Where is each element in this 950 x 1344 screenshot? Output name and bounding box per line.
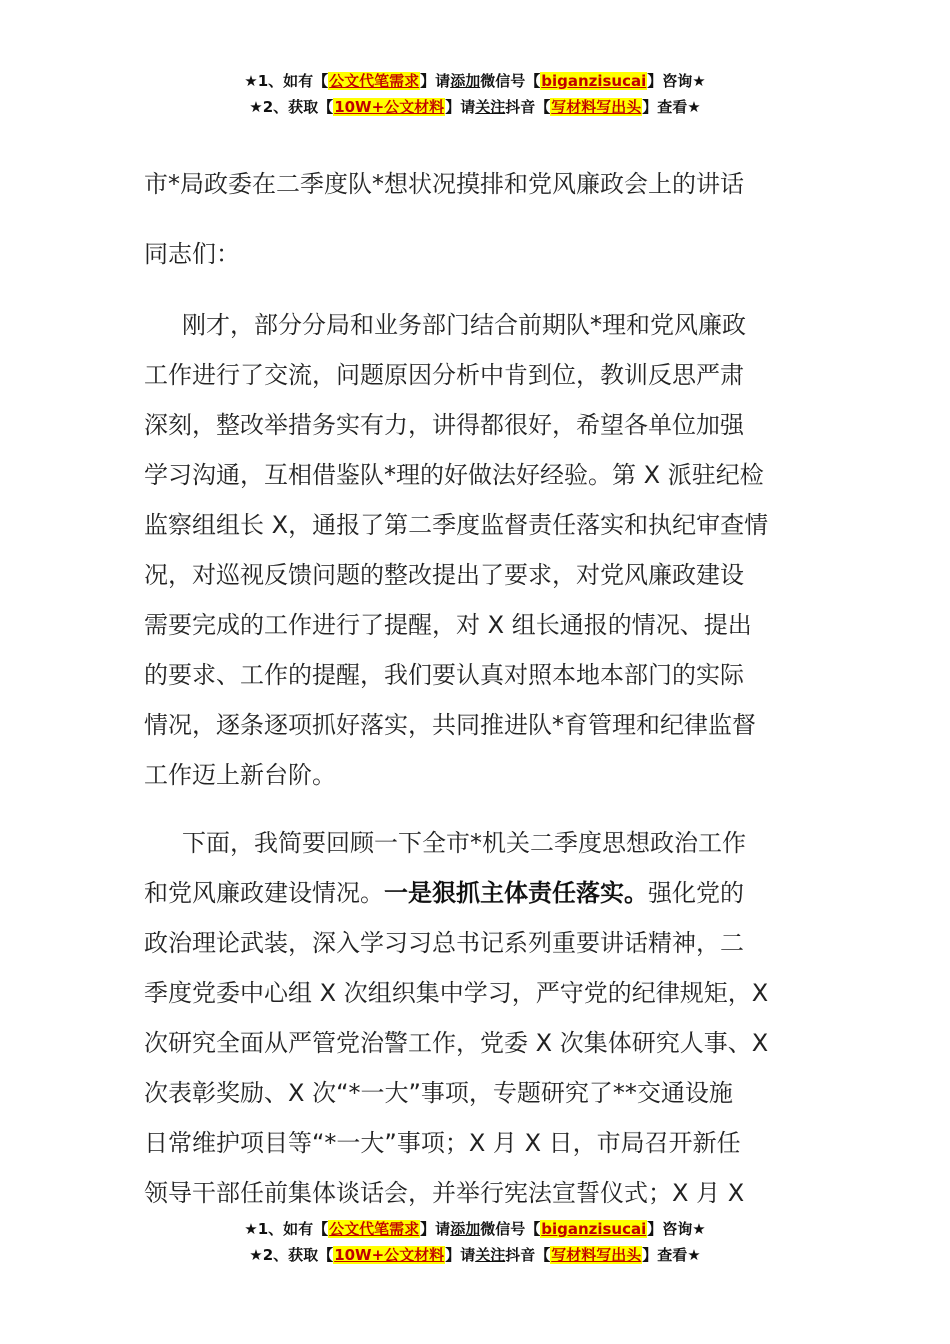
text-line: 日常维护项目等“*一大”事项；X 月 X 日，市局召开新任 xyxy=(144,1129,741,1157)
banner-highlight: 公文代笔需求 xyxy=(329,72,420,90)
banner-line-1: ★1、如有【公文代笔需求】请添加微信号【biganzisucai】咨询★ xyxy=(244,72,706,90)
banner-line-2: ★2、获取【10W+公文材料】请关注抖音【写材料写出头】查看★ xyxy=(249,98,701,116)
text-line: 需要完成的工作进行了提醒，对 X 组长通报的情况、提出 xyxy=(144,611,752,639)
text-line: 领导干部任前集体谈话会，并举行宪法宣誓仪式；X 月 X xyxy=(144,1179,745,1207)
banner-wechat-id: biganzisucai xyxy=(541,1220,647,1238)
text-line: 工作迈上新台阶。 xyxy=(144,761,336,789)
banner-highlight: 10W+公文材料 xyxy=(334,1246,445,1264)
banner-douyin-id: 写材料写出头 xyxy=(551,98,642,116)
paragraph-2 xyxy=(144,818,808,1218)
text-line: 季度党委中心组 X 次组织集中学习，严守党的纪律规矩，X xyxy=(144,979,769,1007)
banner-highlight: 10W+公文材料 xyxy=(334,98,445,116)
salutation: 同志们： xyxy=(144,240,240,268)
paragraph-1 xyxy=(144,300,808,800)
banner-highlight: 公文代笔需求 xyxy=(329,1220,420,1238)
text-line: 监察组组长 X，通报了第二季度监督责任落实和执纪审查情 xyxy=(144,511,769,539)
text-line: 次研究全面从严管党治警工作，党委 X 次集体研究人事、X xyxy=(144,1029,769,1057)
document-title: 市*局政委在二季度队*想状况摸排和党风廉政会上的讲话 xyxy=(144,170,744,198)
text-line: 工作进行了交流，问题原因分析中肯到位，教训反思严肃 xyxy=(144,361,744,389)
text-line: 情况，逐条逐项抓好落实，共同推进队*育管理和纪律监督 xyxy=(144,711,756,739)
text-line: 次表彰奖励、X 次“*一大”事项，专题研究了**交通设施 xyxy=(144,1079,733,1107)
banner-line-2: ★2、获取【10W+公文材料】请关注抖音【写材料写出头】查看★ xyxy=(249,1246,701,1264)
text-line: 下面，我简要回顾一下全市*机关二季度思想政治工作 xyxy=(182,829,746,857)
text-line: 的要求、工作的提醒，我们要认真对照本地本部门的实际 xyxy=(144,661,744,689)
banner-line-1: ★1、如有【公文代笔需求】请添加微信号【biganzisucai】咨询★ xyxy=(244,1220,706,1238)
footer-banner xyxy=(0,1216,950,1268)
banner-douyin-id: 写材料写出头 xyxy=(551,1246,642,1264)
banner-wechat-id: biganzisucai xyxy=(541,72,647,90)
bold-heading: 一是狠抓主体责任落实。 xyxy=(384,879,648,907)
text-line: 学习沟通，互相借鉴队*理的好做法好经验。第 X 派驻纪检 xyxy=(144,461,764,489)
text-line: 刚才，部分分局和业务部门结合前期队*理和党风廉政 xyxy=(182,311,746,339)
text-line: 深刻，整改举措务实有力，讲得都很好，希望各单位加强 xyxy=(144,411,744,439)
text-line: 和党风廉政建设情况。一是狠抓主体责任落实。强化党的 xyxy=(144,879,744,907)
header-banner xyxy=(0,68,950,120)
text-line: 况，对巡视反馈问题的整改提出了要求，对党风廉政建设 xyxy=(144,561,744,589)
text-line: 政治理论武装，深入学习习总书记系列重要讲话精神，二 xyxy=(144,929,744,957)
